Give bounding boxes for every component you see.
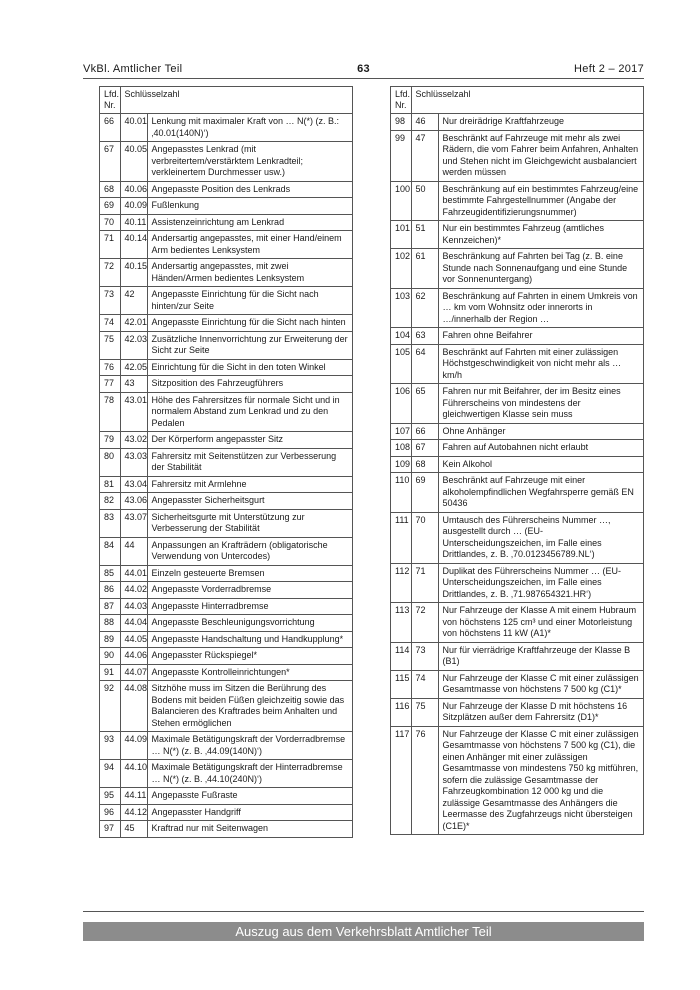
description-cell: Angepasste Fußraste [147, 788, 352, 805]
description-cell: Maximale Betätigungskraft der Vorderradbremse … N(*) (z. B. ‚44.09(140N)‘) [147, 732, 352, 760]
key-number-cell: 44.06 [120, 648, 147, 665]
description-cell: Einzeln gesteuerte Bremsen [147, 565, 352, 582]
table-row [100, 315, 352, 332]
table-row [100, 259, 352, 287]
table-row [391, 698, 643, 726]
row-number-cell: 95 [100, 788, 120, 805]
table-row [100, 392, 352, 432]
key-number-cell: 44.04 [120, 615, 147, 632]
row-number-cell: 80 [100, 448, 120, 476]
key-number-cell: 40.11 [120, 214, 147, 231]
row-number-cell: 105 [391, 344, 411, 384]
row-number-cell: 97 [100, 821, 120, 837]
row-number-cell: 79 [100, 432, 120, 449]
key-number-cell: 40.06 [120, 181, 147, 198]
table-row [391, 512, 643, 563]
table-row [100, 760, 352, 788]
table-row [391, 440, 643, 457]
key-number-cell: 44.01 [120, 565, 147, 582]
key-number-cell: 44.02 [120, 582, 147, 599]
table-row [100, 142, 352, 182]
description-cell: Maximale Betätigungskraft der Hinterradbremse … N(*) (z. B. ‚44.10(240N)‘) [147, 760, 352, 788]
key-number-cell: 51 [411, 221, 438, 249]
table-row [391, 456, 643, 473]
row-number-cell: 106 [391, 384, 411, 424]
table-row [100, 664, 352, 681]
key-number-cell: 65 [411, 384, 438, 424]
key-number-cell: 70 [411, 512, 438, 563]
table-row [100, 681, 352, 732]
row-number-cell: 66 [100, 114, 120, 142]
table-row [100, 231, 352, 259]
key-number-cell: 66 [411, 423, 438, 440]
description-cell: Sitzhöhe muss im Sitzen die Berührung des Bodens mit beiden Füßen gleichzeitig sowie das Balancieren des Kraftrades beim Anhalten und Stehen ermöglichen [147, 681, 352, 732]
row-number-cell: 103 [391, 288, 411, 328]
description-cell: Assistenzeinrichtung am Lenkrad [147, 214, 352, 231]
description-cell: Sicherheitsgurte mit Unterstützung zur Verbesserung der Stabilität [147, 509, 352, 537]
key-number-cell: 68 [411, 456, 438, 473]
table-row [100, 432, 352, 449]
row-number-cell: 109 [391, 456, 411, 473]
table-row [391, 221, 643, 249]
key-number-cell: 42 [120, 287, 147, 315]
row-number-cell: 87 [100, 598, 120, 615]
table-row [391, 473, 643, 513]
row-number-cell: 98 [391, 114, 411, 131]
description-cell: Kein Alkohol [438, 456, 643, 473]
row-number-cell: 83 [100, 509, 120, 537]
key-number-cell: 44.08 [120, 681, 147, 732]
description-cell: Angepasstes Lenkrad (mit verbreitertem/verstärktem Lenkradteil; verkleinertem Durchmesser usw.) [147, 142, 352, 182]
right-table-column [390, 86, 644, 835]
table-header-row [100, 87, 352, 114]
row-number-cell: 110 [391, 473, 411, 513]
key-number-cell: 69 [411, 473, 438, 513]
key-number-cell: 44.07 [120, 664, 147, 681]
key-number-cell: 64 [411, 344, 438, 384]
description-cell: Angepasste Vorderradbremse [147, 582, 352, 599]
row-number-cell: 113 [391, 603, 411, 643]
key-number-cell: 62 [411, 288, 438, 328]
row-number-cell: 68 [100, 181, 120, 198]
table-row [100, 114, 352, 142]
key-number-cell: 40.01 [120, 114, 147, 142]
description-cell: Nur Fahrzeuge der Klasse A mit einem Hubraum von höchstens 125 cm³ und einer Motorleistung von höchstens 11 kW (A1)* [438, 603, 643, 643]
row-number-cell: 93 [100, 732, 120, 760]
description-cell: Höhe des Fahrersitzes für normale Sicht und in normalem Abstand zum Lenkrad und zu den Pedalen [147, 392, 352, 432]
table-row [391, 328, 643, 345]
key-number-cell: 43.06 [120, 493, 147, 510]
description-cell: Fahren nur mit Beifahrer, der im Besitz eines Führerscheins von mindestens der gleichwertigen Klasse sein muss [438, 384, 643, 424]
code-table-left [100, 87, 352, 837]
table-row [391, 642, 643, 670]
table-row [100, 732, 352, 760]
left-table-column [99, 86, 353, 838]
table-row [100, 509, 352, 537]
description-cell: Fußlenkung [147, 198, 352, 215]
row-number-cell: 78 [100, 392, 120, 432]
description-cell: Einrichtung für die Sicht in den toten Winkel [147, 359, 352, 376]
table-row [391, 130, 643, 181]
column-header-nr: Lfd. Nr. [100, 87, 120, 114]
table-row [100, 331, 352, 359]
table-row [100, 631, 352, 648]
issue-label: Heft 2 – 2017 [574, 63, 644, 75]
description-cell: Beschränkt auf Fahrten mit einer zulässigen Höchstgeschwindigkeit von nicht mehr als … km/h [438, 344, 643, 384]
description-cell: Nur dreirädrige Kraftfahrzeuge [438, 114, 643, 131]
description-cell: Angepasste Beschleunigungsvorrichtung [147, 615, 352, 632]
row-number-cell: 88 [100, 615, 120, 632]
key-number-cell: 44.05 [120, 631, 147, 648]
table-row [391, 288, 643, 328]
description-cell: Nur ein bestimmtes Fahrzeug (amtliches Kennzeichen)* [438, 221, 643, 249]
table-row [100, 582, 352, 599]
description-cell: Ohne Anhänger [438, 423, 643, 440]
row-number-cell: 100 [391, 181, 411, 221]
row-number-cell: 94 [100, 760, 120, 788]
description-cell: Nur Fahrzeuge der Klasse C mit einer zulässigen Gesamtmasse von höchstens 7 500 kg (C1), die einen Anhänger mit einer zulässigen Gesamtmasse von mindestens 750 kg mitführen, sofern die zulässige Gesamtmasse der Fahrzeugkombination 12 000 kg und die zulässige Gesamtmasse des Anhängers die Leermasse des Zugfahrzeugs nicht übersteigen (C1E)* [438, 726, 643, 834]
row-number-cell: 84 [100, 537, 120, 565]
code-table-right [391, 87, 643, 834]
key-number-cell: 61 [411, 249, 438, 289]
description-cell: Fahren ohne Beifahrer [438, 328, 643, 345]
row-number-cell: 74 [100, 315, 120, 332]
table-row [391, 423, 643, 440]
description-cell: Nur Fahrzeuge der Klasse C mit einer zulässigen Gesamtmasse von höchstens 7 500 kg (C1)* [438, 670, 643, 698]
journal-title: VkBl. Amtlicher Teil [83, 63, 183, 75]
footer-banner: Auszug aus dem Verkehrsblatt Amtlicher Teil [83, 922, 644, 941]
table-row [100, 476, 352, 493]
description-cell: Beschränkung auf ein bestimmtes Fahrzeug/eine bestimmte Fahrgestellnummer (Angabe der Fahrzeugidentifizierungsnummer) [438, 181, 643, 221]
row-number-cell: 81 [100, 476, 120, 493]
key-number-cell: 42.01 [120, 315, 147, 332]
table-row [391, 344, 643, 384]
row-number-cell: 101 [391, 221, 411, 249]
key-number-cell: 42.03 [120, 331, 147, 359]
page-header [83, 59, 644, 79]
key-number-cell: 40.09 [120, 198, 147, 215]
table-header-row [391, 87, 643, 114]
row-number-cell: 117 [391, 726, 411, 834]
key-number-cell: 42.05 [120, 359, 147, 376]
table-row [391, 181, 643, 221]
page-number: 63 [357, 63, 370, 75]
table-row [100, 181, 352, 198]
description-cell: Zusätzliche Innenvorrichtung zur Erweiterung der Sicht zur Seite [147, 331, 352, 359]
table-row [100, 788, 352, 805]
table-row [100, 648, 352, 665]
table-row [100, 821, 352, 837]
key-number-cell: 74 [411, 670, 438, 698]
row-number-cell: 69 [100, 198, 120, 215]
description-cell: Umtausch des Führerscheins Nummer …, ausgestellt durch … (EU-Unterscheidungszeichen, im Falle eines Drittlandes, z. B. ‚70.0123456789.NL‘) [438, 512, 643, 563]
key-number-cell: 44.12 [120, 804, 147, 821]
row-number-cell: 86 [100, 582, 120, 599]
description-cell: Fahrersitz mit Armlehne [147, 476, 352, 493]
table-row [100, 804, 352, 821]
description-cell: Fahrersitz mit Seitenstützen zur Verbesserung der Stabilität [147, 448, 352, 476]
description-cell: Kraftrad nur mit Seitenwagen [147, 821, 352, 837]
row-number-cell: 90 [100, 648, 120, 665]
row-number-cell: 91 [100, 664, 120, 681]
description-cell: Angepasste Hinterradbremse [147, 598, 352, 615]
row-number-cell: 70 [100, 214, 120, 231]
row-number-cell: 72 [100, 259, 120, 287]
key-number-cell: 44.11 [120, 788, 147, 805]
row-number-cell: 77 [100, 376, 120, 393]
description-cell: Andersartig angepasstes, mit zwei Händen/Armen bedientes Lenksystem [147, 259, 352, 287]
table-row [100, 198, 352, 215]
table-row [100, 448, 352, 476]
description-cell: Fahren auf Autobahnen nicht erlaubt [438, 440, 643, 457]
key-number-cell: 44.10 [120, 760, 147, 788]
row-number-cell: 114 [391, 642, 411, 670]
key-number-cell: 43.01 [120, 392, 147, 432]
key-number-cell: 47 [411, 130, 438, 181]
table-row [100, 537, 352, 565]
row-number-cell: 112 [391, 563, 411, 603]
key-number-cell: 44.09 [120, 732, 147, 760]
row-number-cell: 76 [100, 359, 120, 376]
description-cell: Beschränkung auf Fahrten in einem Umkreis von … km vom Wohnsitz oder innerorts in …/innerhalb der Region … [438, 288, 643, 328]
row-number-cell: 89 [100, 631, 120, 648]
table-row [391, 726, 643, 834]
key-number-cell: 76 [411, 726, 438, 834]
column-header-nr: Lfd. Nr. [391, 87, 411, 114]
table-row [100, 615, 352, 632]
key-number-cell: 71 [411, 563, 438, 603]
row-number-cell: 102 [391, 249, 411, 289]
description-cell: Nur Fahrzeuge der Klasse D mit höchstens 16 Sitzplätzen außer dem Fahrersitz (D1)* [438, 698, 643, 726]
key-number-cell: 44 [120, 537, 147, 565]
row-number-cell: 92 [100, 681, 120, 732]
table-row [100, 493, 352, 510]
key-number-cell: 46 [411, 114, 438, 131]
key-number-cell: 72 [411, 603, 438, 643]
key-number-cell: 40.15 [120, 259, 147, 287]
row-number-cell: 99 [391, 130, 411, 181]
row-number-cell: 71 [100, 231, 120, 259]
table-row [391, 563, 643, 603]
key-number-cell: 43.03 [120, 448, 147, 476]
footer-divider [83, 911, 644, 912]
description-cell: Angepasster Handgriff [147, 804, 352, 821]
row-number-cell: 67 [100, 142, 120, 182]
key-number-cell: 43.02 [120, 432, 147, 449]
table-row [100, 376, 352, 393]
description-cell: Angepasste Einrichtung für die Sicht nach hinten/zur Seite [147, 287, 352, 315]
table-row [100, 214, 352, 231]
row-number-cell: 104 [391, 328, 411, 345]
key-number-cell: 44.03 [120, 598, 147, 615]
description-cell: Anpassungen an Krafträdern (obligatorische Verwendung von Untercodes) [147, 537, 352, 565]
column-header-code: Schlüsselzahl [411, 87, 643, 114]
description-cell: Beschränkt auf Fahrzeuge mit mehr als zwei Rädern, die vom Fahrer beim Anfahren, Anhalten und Stehen nicht im Gleichgewicht ausbalanciert werden müssen [438, 130, 643, 181]
row-number-cell: 111 [391, 512, 411, 563]
table-row [391, 384, 643, 424]
table-row [100, 598, 352, 615]
column-header-code: Schlüsselzahl [120, 87, 352, 114]
table-row [100, 287, 352, 315]
table-row [100, 565, 352, 582]
table-row [391, 249, 643, 289]
description-cell: Nur für vierrädrige Kraftfahrzeuge der Klasse B (B1) [438, 642, 643, 670]
description-cell: Angepasster Rückspiegel* [147, 648, 352, 665]
table-row [391, 670, 643, 698]
row-number-cell: 96 [100, 804, 120, 821]
header-divider [83, 78, 644, 79]
description-cell: Angepasster Sicherheitsgurt [147, 493, 352, 510]
key-number-cell: 63 [411, 328, 438, 345]
description-cell: Angepasste Handschaltung und Handkupplung* [147, 631, 352, 648]
key-number-cell: 45 [120, 821, 147, 837]
description-cell: Beschränkung auf Fahrten bei Tag (z. B. eine Stunde nach Sonnenaufgang und eine Stunde vor Sonnenuntergang) [438, 249, 643, 289]
key-number-cell: 40.14 [120, 231, 147, 259]
row-number-cell: 73 [100, 287, 120, 315]
key-number-cell: 67 [411, 440, 438, 457]
description-cell: Duplikat des Führerscheins Nummer … (EU-Unterscheidungszeichen, im Falle eines Drittlandes, z. B. ‚71.987654321.HR‘) [438, 563, 643, 603]
key-number-cell: 43.04 [120, 476, 147, 493]
row-number-cell: 116 [391, 698, 411, 726]
row-number-cell: 75 [100, 331, 120, 359]
description-cell: Andersartig angepasstes, mit einer Hand/einem Arm bedientes Lenksystem [147, 231, 352, 259]
row-number-cell: 82 [100, 493, 120, 510]
description-cell: Lenkung mit maximaler Kraft von … N(*) (z. B.: ‚40.01(140N)‘) [147, 114, 352, 142]
key-number-cell: 73 [411, 642, 438, 670]
table-row [100, 359, 352, 376]
description-cell: Der Körperform angepasster Sitz [147, 432, 352, 449]
key-number-cell: 75 [411, 698, 438, 726]
description-cell: Sitzposition des Fahrzeugführers [147, 376, 352, 393]
key-number-cell: 40.05 [120, 142, 147, 182]
description-cell: Beschränkt auf Fahrzeuge mit einer alkoholempfindlichen Wegfahrsperre gemäß EN 50436 [438, 473, 643, 513]
description-cell: Angepasste Kontrolleinrichtungen* [147, 664, 352, 681]
row-number-cell: 107 [391, 423, 411, 440]
key-number-cell: 50 [411, 181, 438, 221]
row-number-cell: 108 [391, 440, 411, 457]
table-row [391, 114, 643, 131]
table-row [391, 603, 643, 643]
description-cell: Angepasste Position des Lenkrads [147, 181, 352, 198]
row-number-cell: 115 [391, 670, 411, 698]
row-number-cell: 85 [100, 565, 120, 582]
description-cell: Angepasste Einrichtung für die Sicht nach hinten [147, 315, 352, 332]
key-number-cell: 43 [120, 376, 147, 393]
key-number-cell: 43.07 [120, 509, 147, 537]
